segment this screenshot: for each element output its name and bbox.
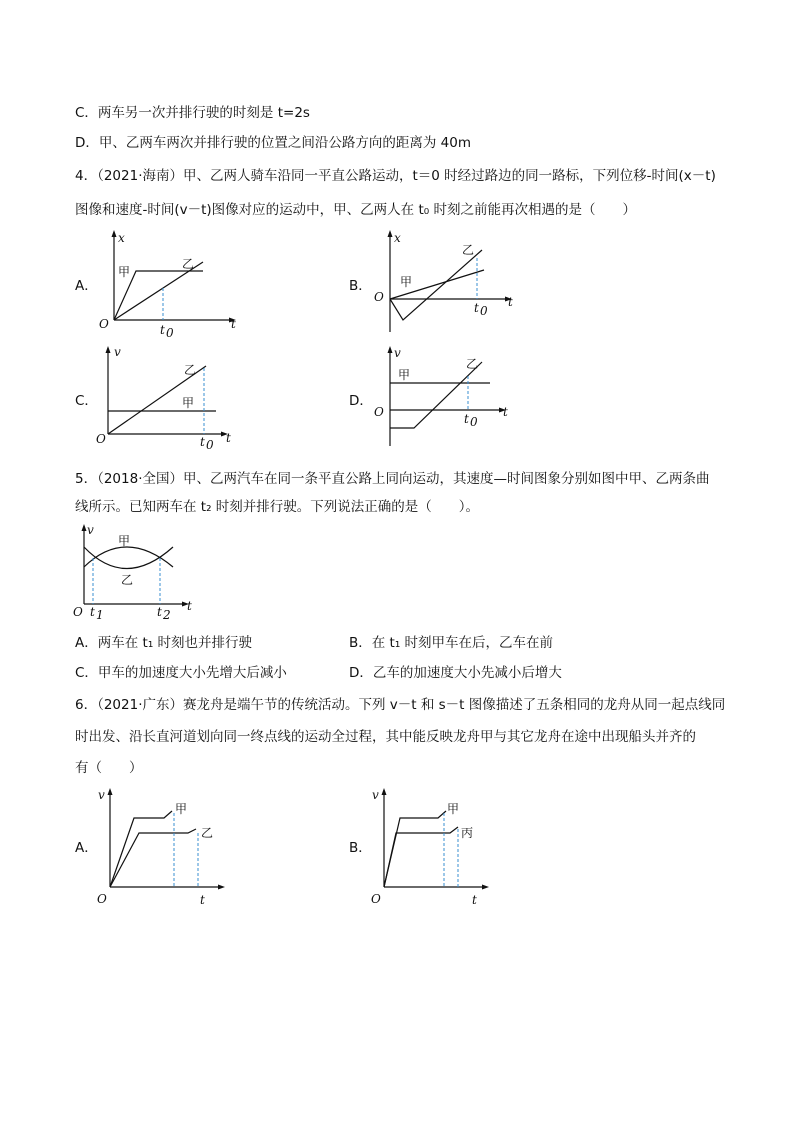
yi-label: 乙 xyxy=(182,257,195,271)
x-axis-arrow xyxy=(482,885,489,890)
origin-label: O xyxy=(374,405,384,419)
t2-label: t xyxy=(157,605,162,619)
yi-label: 乙 xyxy=(462,243,475,257)
jia-line xyxy=(110,811,172,887)
v-axis-label: v xyxy=(98,788,105,802)
jia-label: 甲 xyxy=(398,368,411,382)
q6-graph-b xyxy=(366,783,516,908)
jia-label: 甲 xyxy=(118,265,131,279)
v-axis-label: v xyxy=(87,523,94,537)
t-axis-label: t xyxy=(231,317,236,331)
t1-label: t xyxy=(90,605,95,619)
q5-option-d: D．乙车的加速度大小先减小后增大 xyxy=(349,665,562,681)
q4-graph-a xyxy=(96,228,246,338)
t-axis-label: t xyxy=(226,431,231,445)
y-axis-arrow xyxy=(112,230,117,237)
yi-label: 乙 xyxy=(184,363,197,377)
q3-option-d: D．甲、乙两车两次并排行驶的位置之间沿公路方向的距离为 40m xyxy=(75,135,472,151)
q4-graph-c xyxy=(96,342,246,452)
x-axis-arrow xyxy=(218,885,225,890)
t0-subscript: 0 xyxy=(166,326,174,340)
t0-label: t xyxy=(160,323,165,337)
q4-label-c: C． xyxy=(75,393,98,409)
origin-label: O xyxy=(374,290,384,304)
q6-stem-line3: 有（ ） xyxy=(75,760,143,776)
q3-option-c: C．两车另一次并排行驶的时刻是 t=2s xyxy=(75,105,310,121)
q5-stem-line2: 线所示。已知两车在 t₂ 时刻并排行驶。下列说法正确的是（ ）。 xyxy=(75,499,480,515)
x-axis-label: x xyxy=(118,231,125,245)
q6-label-b: B． xyxy=(349,840,372,856)
origin-label: O xyxy=(99,317,109,331)
q6-stem-line1: 6．（2021·广东）赛龙舟是端午节的传统活动。下列 v－t 和 s－t 图像描述了五条相同的龙舟从同一起点线同 xyxy=(75,697,726,713)
t1-subscript: 1 xyxy=(96,608,104,622)
jia-label: 甲 xyxy=(118,534,131,548)
t0-subscript: 0 xyxy=(206,438,214,452)
jia-label: 甲 xyxy=(175,802,188,816)
jia-label: 甲 xyxy=(447,802,460,816)
q4-graph-b xyxy=(372,228,522,338)
yi-label: 乙 xyxy=(201,826,214,840)
v-axis-label: v xyxy=(372,788,379,802)
y-axis-arrow xyxy=(388,346,393,353)
origin-label: O xyxy=(96,432,106,446)
q5-option-c: C．甲车的加速度大小先增大后减小 xyxy=(75,665,287,681)
t0-label: t xyxy=(464,412,469,426)
jia-label: 甲 xyxy=(182,396,195,410)
q4-graph-d xyxy=(372,342,522,452)
y-axis-arrow xyxy=(382,788,387,795)
bing-line xyxy=(384,827,458,887)
t0-label: t xyxy=(474,301,479,315)
q5-option-b: B．在 t₁ 时刻甲车在后，乙车在前 xyxy=(349,635,554,651)
y-axis-arrow xyxy=(82,524,87,531)
q6-graph-a xyxy=(92,783,242,908)
t0-subscript: 0 xyxy=(480,304,488,318)
t0-subscript: 0 xyxy=(470,415,478,429)
q6-label-a: A． xyxy=(75,840,98,856)
origin-label: O xyxy=(97,892,107,906)
origin-label: O xyxy=(371,892,381,906)
t-axis-label: t xyxy=(187,599,192,613)
v-axis-label: v xyxy=(114,345,121,359)
t-axis-label: t xyxy=(472,893,477,907)
q4-stem-line2: 图像和速度-时间(v－t)图像对应的运动中，甲、乙两人在 t₀ 时刻之前能再次相遇的是（ ） xyxy=(75,202,636,218)
q4-label-d: D． xyxy=(349,393,373,409)
q4-label-a: A． xyxy=(75,278,98,294)
t0-label: t xyxy=(200,435,205,449)
q6-stem-line2: 时出发、沿长直河道划向同一终点线的运动全过程，其中能反映龙舟甲与其它龙舟在途中出现船头并齐的 xyxy=(75,729,696,745)
t2-subscript: 2 xyxy=(163,608,171,622)
q5-option-a: A．两车在 t₁ 时刻也并排行驶 xyxy=(75,635,253,651)
yi-label: 乙 xyxy=(121,573,134,587)
t-axis-label: t xyxy=(200,893,205,907)
y-axis-arrow xyxy=(108,788,113,795)
v-axis-label: v xyxy=(394,346,401,360)
q5-graph xyxy=(75,522,200,622)
yi-line xyxy=(110,829,196,887)
t-axis-label: t xyxy=(503,405,508,419)
jia-line xyxy=(384,811,446,887)
q4-label-b: B． xyxy=(349,278,372,294)
y-axis-arrow xyxy=(388,230,393,237)
y-axis-arrow xyxy=(106,346,111,353)
bing-label: 丙 xyxy=(461,826,474,840)
origin-label: O xyxy=(73,605,83,619)
jia-label: 甲 xyxy=(400,275,413,289)
q5-stem-line1: 5．（2018·全国）甲、乙两汽车在同一条平直公路上同向运动，其速度—时间图象分别如图中甲、乙两条曲 xyxy=(75,471,710,487)
t-axis-label: t xyxy=(508,295,513,309)
q4-stem-line1: 4．（2021·海南）甲、乙两人骑车沿同一平直公路运动，t＝0 时经过路边的同一路标，下列位移-时间(x－t) xyxy=(75,168,716,184)
x-axis-label: x xyxy=(394,231,401,245)
yi-label: 乙 xyxy=(466,357,479,371)
